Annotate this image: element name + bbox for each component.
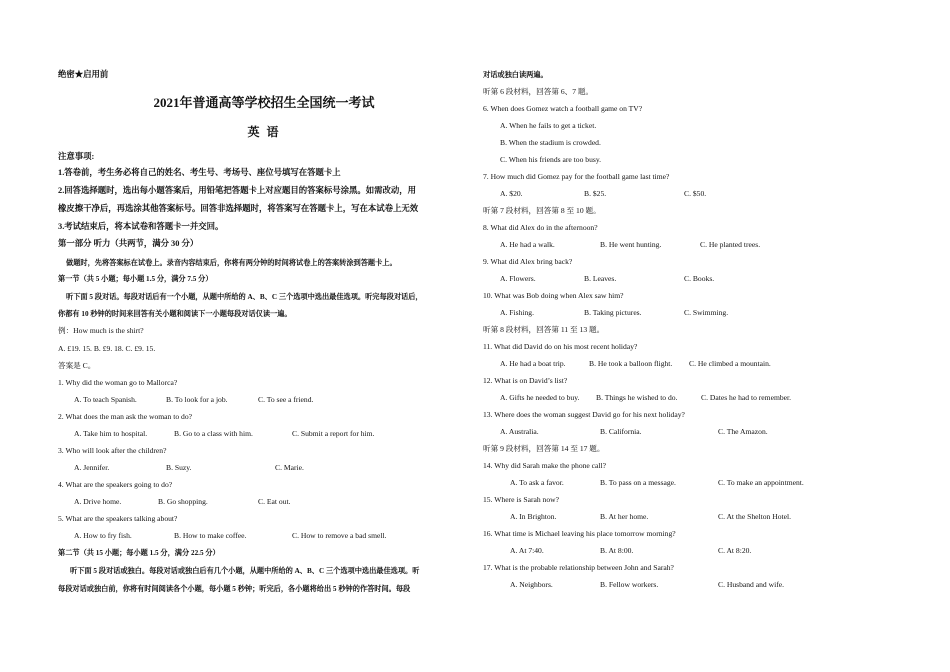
question-15: 15. Where is Sarah now? [483,495,559,504]
material-heading: 听第 9 段材料，回答第 14 至 17 题。 [483,444,605,453]
option-b: B. California. [600,427,642,436]
option-a: A. Flowers. [500,274,536,283]
option-a: A. Fishing. [500,308,534,317]
note-item: 2.回答选择题时，选出每小题答案后，用铅笔把答题卡上对应题目的答案标号涂黑。如需改动，用 [58,186,417,195]
option-c: C. He planted trees. [700,240,761,249]
material-heading: 听第 7 段材料，回答第 8 至 10 题。 [483,206,601,215]
section1-instruction: 你都有 10 秒钟的时间来回答有关小题和阅读下一小题每段对话仅读一遍。 [58,310,292,318]
question-11: 11. What did David do on his most recent holiday? [483,342,638,351]
option-c: C. When his friends are too busy. [500,155,602,164]
question-6: 6. When does Gomez watch a football game on TV? [483,104,643,113]
option-a: A. Australia. [500,427,539,436]
option-c: C. How to remove a bad smell. [292,531,387,540]
option-b: B. At 8:00. [600,546,634,555]
option-b: B. When the stadium is crowded. [500,138,601,147]
section1-instruction: 听下面 5 段对话。每段对话后有一个小题，从题中所给的 A、B、C 三个选项中选出最佳选项。听完每段对话后， [66,293,423,301]
option-a: A. He had a boat trip. [500,359,566,368]
option-b: B. Taking pictures. [584,308,642,317]
question-10: 10. What was Bob doing when Alex saw him? [483,291,624,300]
section2-instruction: 听下面 5 段对话或独白。每段对话或独白后有几个小题，从题中所给的 A、B、C 三个选项中选出最佳选项。听 [70,567,420,575]
material-heading: 听第 6 段材料，回答第 6、7 题。 [483,87,594,96]
option-c: C. To see a friend. [258,395,314,404]
part1-instruction: 做题时，先将答案标在试卷上。录音内容结束后，你将有两分钟的时间将试卷上的答案转涂到答题卡上。 [66,259,397,267]
option-a: A. How to fry fish. [74,531,132,540]
option-b: B. Leaves. [584,274,617,283]
option-b: B. Go shopping. [158,497,208,506]
option-a: A. Jennifer. [74,463,110,472]
option-a: A. When he fails to get a ticket. [500,121,597,130]
option-c: C. The Amazon. [718,427,768,436]
note-item: 橡皮擦干净后，再选涂其他答案标号。回答非选择题时，将答案写在答题卡上，写在本试卷上无效 [58,204,419,213]
option-c: C. At 8:20. [718,546,752,555]
option-c: C. Submit a report for him. [292,429,375,438]
option-a: A. He had a walk. [500,240,555,249]
note-item: 1.答卷前，考生务必将自己的姓名、考生号、考场号、座位号填写在答题卡上 [58,168,341,177]
question-14: 14. Why did Sarah make the phone call? [483,461,607,470]
question-5: 5. What are the speakers talking about? [58,514,178,523]
section2-instruction: 对话或独白读两遍。 [483,71,548,79]
material-heading: 听第 8 段材料，回答第 11 至 13 题。 [483,325,605,334]
option-b: B. To pass on a message. [600,478,676,487]
example-answer: 答案是 C。 [58,361,96,370]
question-2: 2. What does the man ask the woman to do? [58,412,192,421]
question-3: 3. Who will look after the children? [58,446,167,455]
option-c: C. He climbed a mountain. [689,359,771,368]
option-c: C. Eat out. [258,497,291,506]
question-7: 7. How much did Gomez pay for the football game last time? [483,172,670,181]
subject-title: 英 语 [247,125,281,139]
option-a: A. Take him to hospital. [74,429,148,438]
option-b: B. How to make coffee. [174,531,247,540]
question-8: 8. What did Alex do in the afternoon? [483,223,598,232]
option-c: C. Dates he had to remember. [701,393,792,402]
option-c: C. To make an appointment. [718,478,804,487]
option-b: B. Things he wished to do. [596,393,678,402]
question-4: 4. What are the speakers going to do? [58,480,173,489]
option-c: C. Husband and wife. [718,580,785,589]
option-b: B. Fellow workers. [600,580,659,589]
section2-instruction: 每段对话或独白前，你将有时间阅读各个小题，每小题 5 秒钟；听完后，各小题将给出 5 秒钟的作答时间。每段 [58,585,411,593]
option-b: B. To look for a job. [166,395,228,404]
question-1: 1. Why did the woman go to Mallorca? [58,378,178,387]
question-12: 12. What is on David’s list? [483,376,568,385]
option-b: B. Go to a class with him. [174,429,253,438]
option-a: A. At 7:40. [510,546,544,555]
confidential-mark: 绝密★启用前 [58,70,109,79]
option-c: C. Marie. [275,463,304,472]
option-b: B. He went hunting. [600,240,662,249]
exam-title: 2021年普通高等学校招生全国统一考试 [153,95,375,110]
option-a: A. $20. [500,189,523,198]
option-c: C. $50. [684,189,707,198]
note-item: 3.考试结束后，将本试卷和答题卡一并交回。 [58,222,224,231]
question-17: 17. What is the probable relationship between John and Sarah? [483,563,674,572]
option-c: C. At the Shelton Hotel. [718,512,791,521]
option-b: B. $25. [584,189,607,198]
option-a: A. To teach Spanish. [74,395,137,404]
option-a: A. In Brighton. [510,512,557,521]
section2-title: 第二节（共 15 小题；每小题 1.5 分，满分 22.5 分） [58,549,220,557]
example-question: 例：How much is the shirt? [58,326,144,335]
option-a: A. Gifts he needed to buy. [500,393,580,402]
question-16: 16. What time is Michael leaving his place tomorrow morning? [483,529,676,538]
section1-title: 第一节（共 5 小题；每小题 1.5 分，满分 7.5 分） [58,275,213,283]
notes-heading: 注意事项: [58,152,95,161]
option-b: B. He took a balloon flight. [589,359,673,368]
option-b: B. Suzy. [166,463,192,472]
part1-title: 第一部分 听力（共两节，满分 30 分） [58,239,199,248]
option-a: A. Drive home. [74,497,122,506]
question-9: 9. What did Alex bring back? [483,257,573,266]
option-c: C. Swimming. [684,308,729,317]
option-b: B. At her home. [600,512,649,521]
option-a: A. To ask a favor. [510,478,564,487]
option-c: C. Books. [684,274,715,283]
example-options: A. £19. 15. B. £9. 18. C. £9. 15. [58,344,156,353]
question-13: 13. Where does the woman suggest David go for his next holiday? [483,410,685,419]
option-a: A. Neighbors. [510,580,553,589]
